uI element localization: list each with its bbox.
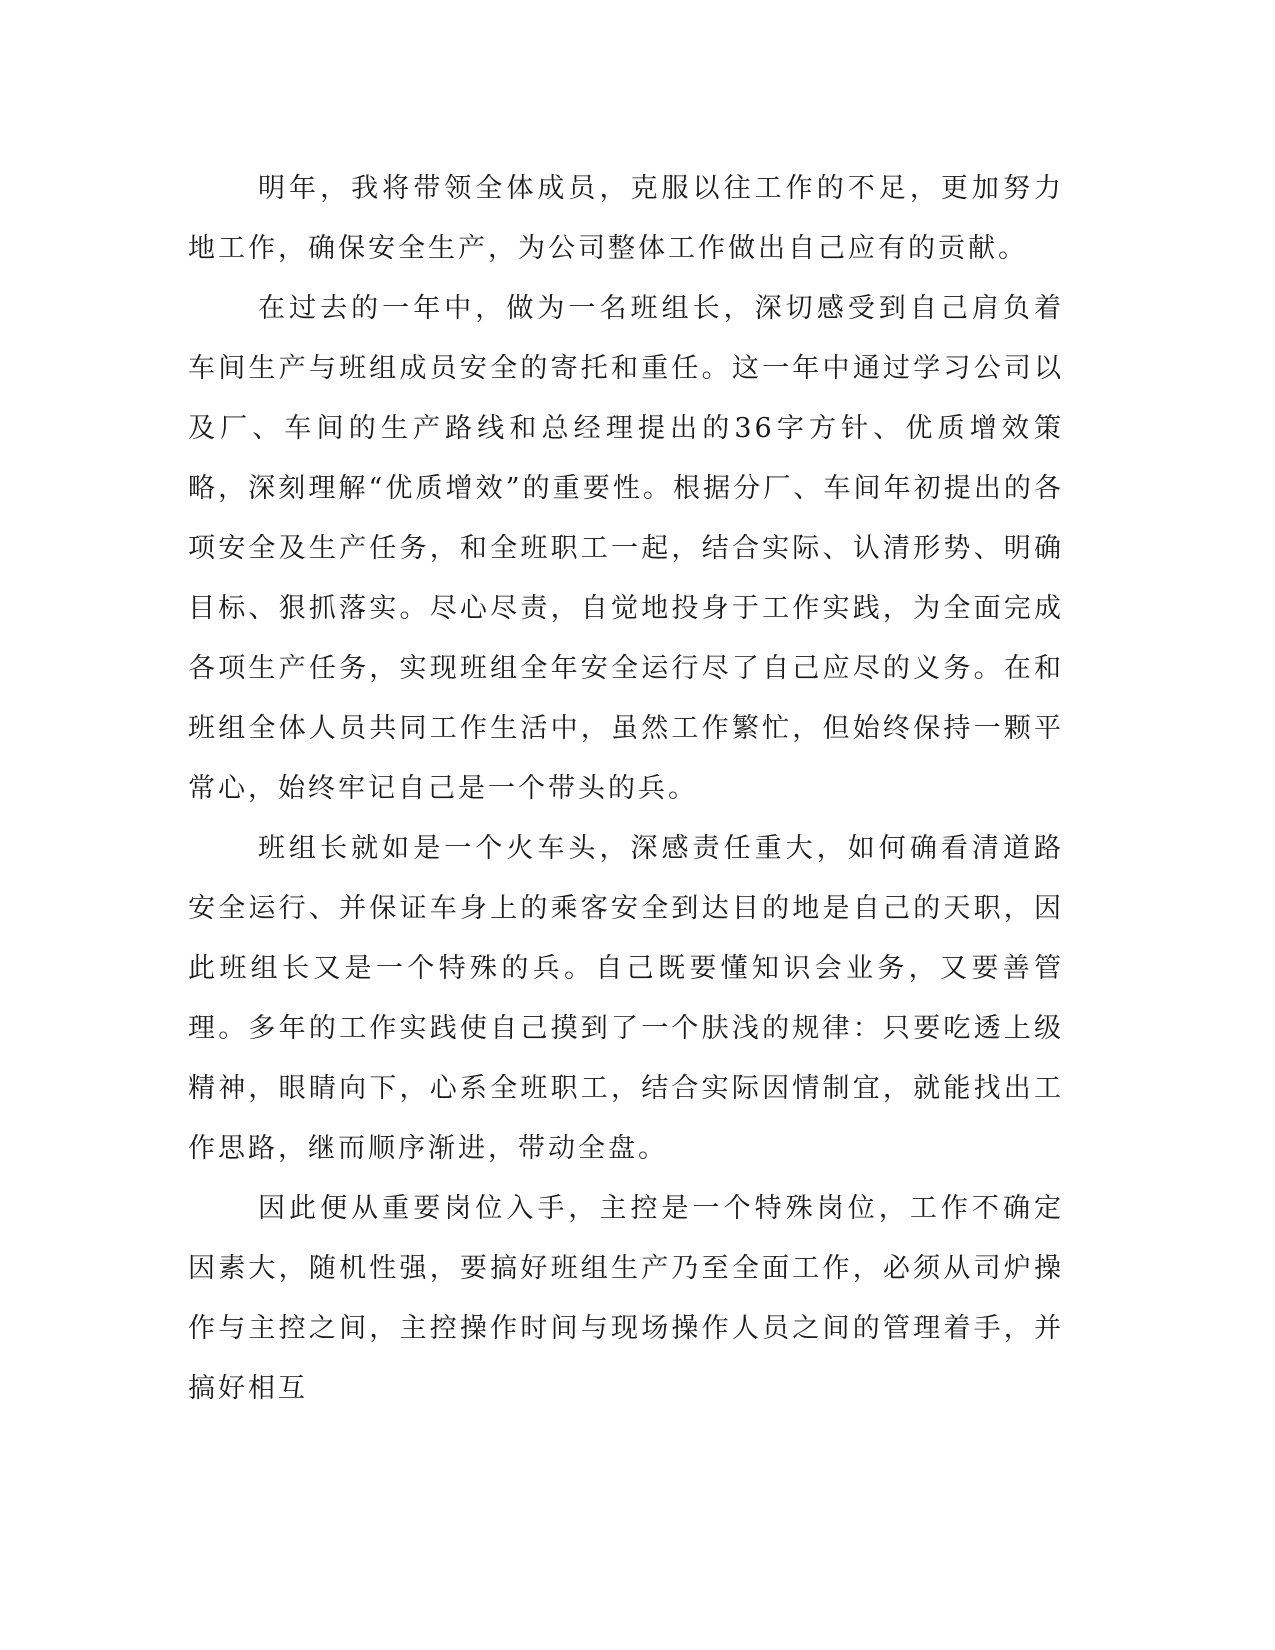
- paragraph-3: 班组长就如是一个火车头，深感责任重大，如何确看清道路安全运行、并保证车身上的乘客安全到达目的地是自己的天职，因此班组长又是一个特殊的兵。自己既要懂知识会业务，又要善管理。多年的工作实践使自己摸到了一个肤浅的规律：只要吃透上级精神，眼睛向下，心系全班职工，结合实际因情制宜，就能找出工作思路，继而顺序渐进，带动全盘。: [188, 833, 1064, 1164]
- paragraph-4: 因此便从重要岗位入手，主控是一个特殊岗位，工作不确定因素大，随机性强，要搞好班组生产乃至全面工作，必须从司炉操作与主控之间，主控操作时间与现场操作人员之间的管理着手，并搞好相互: [188, 1193, 1064, 1404]
- document-body: [188, 159, 1064, 1419]
- paragraph-2: 在过去的一年中，做为一名班组长，深切感受到自己肩负着车间生产与班组成员安全的寄托和重任。这一年中通过学习公司以及厂、车间的生产路线和总经理提出的36字方针、优质增效策略，深刻理解“优质增效”的重要性。根据分厂、车间年初提出的各项安全及生产任务，和全班职工一起，结合实际、认清形势、明确目标、狠抓落实。尽心尽责，自觉地投身于工作实践，为全面完成各项生产任务，实现班组全年安全运行尽了自己应尽的义务。在和班组全体人员共同工作生活中，虽然工作繁忙，但始终保持一颗平常心，始终牢记自己是一个带头的兵。: [188, 293, 1064, 804]
- paragraph-1: 明年，我将带领全体成员，克服以往工作的不足，更加努力地工作，确保安全生产，为公司整体工作做出自己应有的贡献。: [188, 173, 1064, 264]
